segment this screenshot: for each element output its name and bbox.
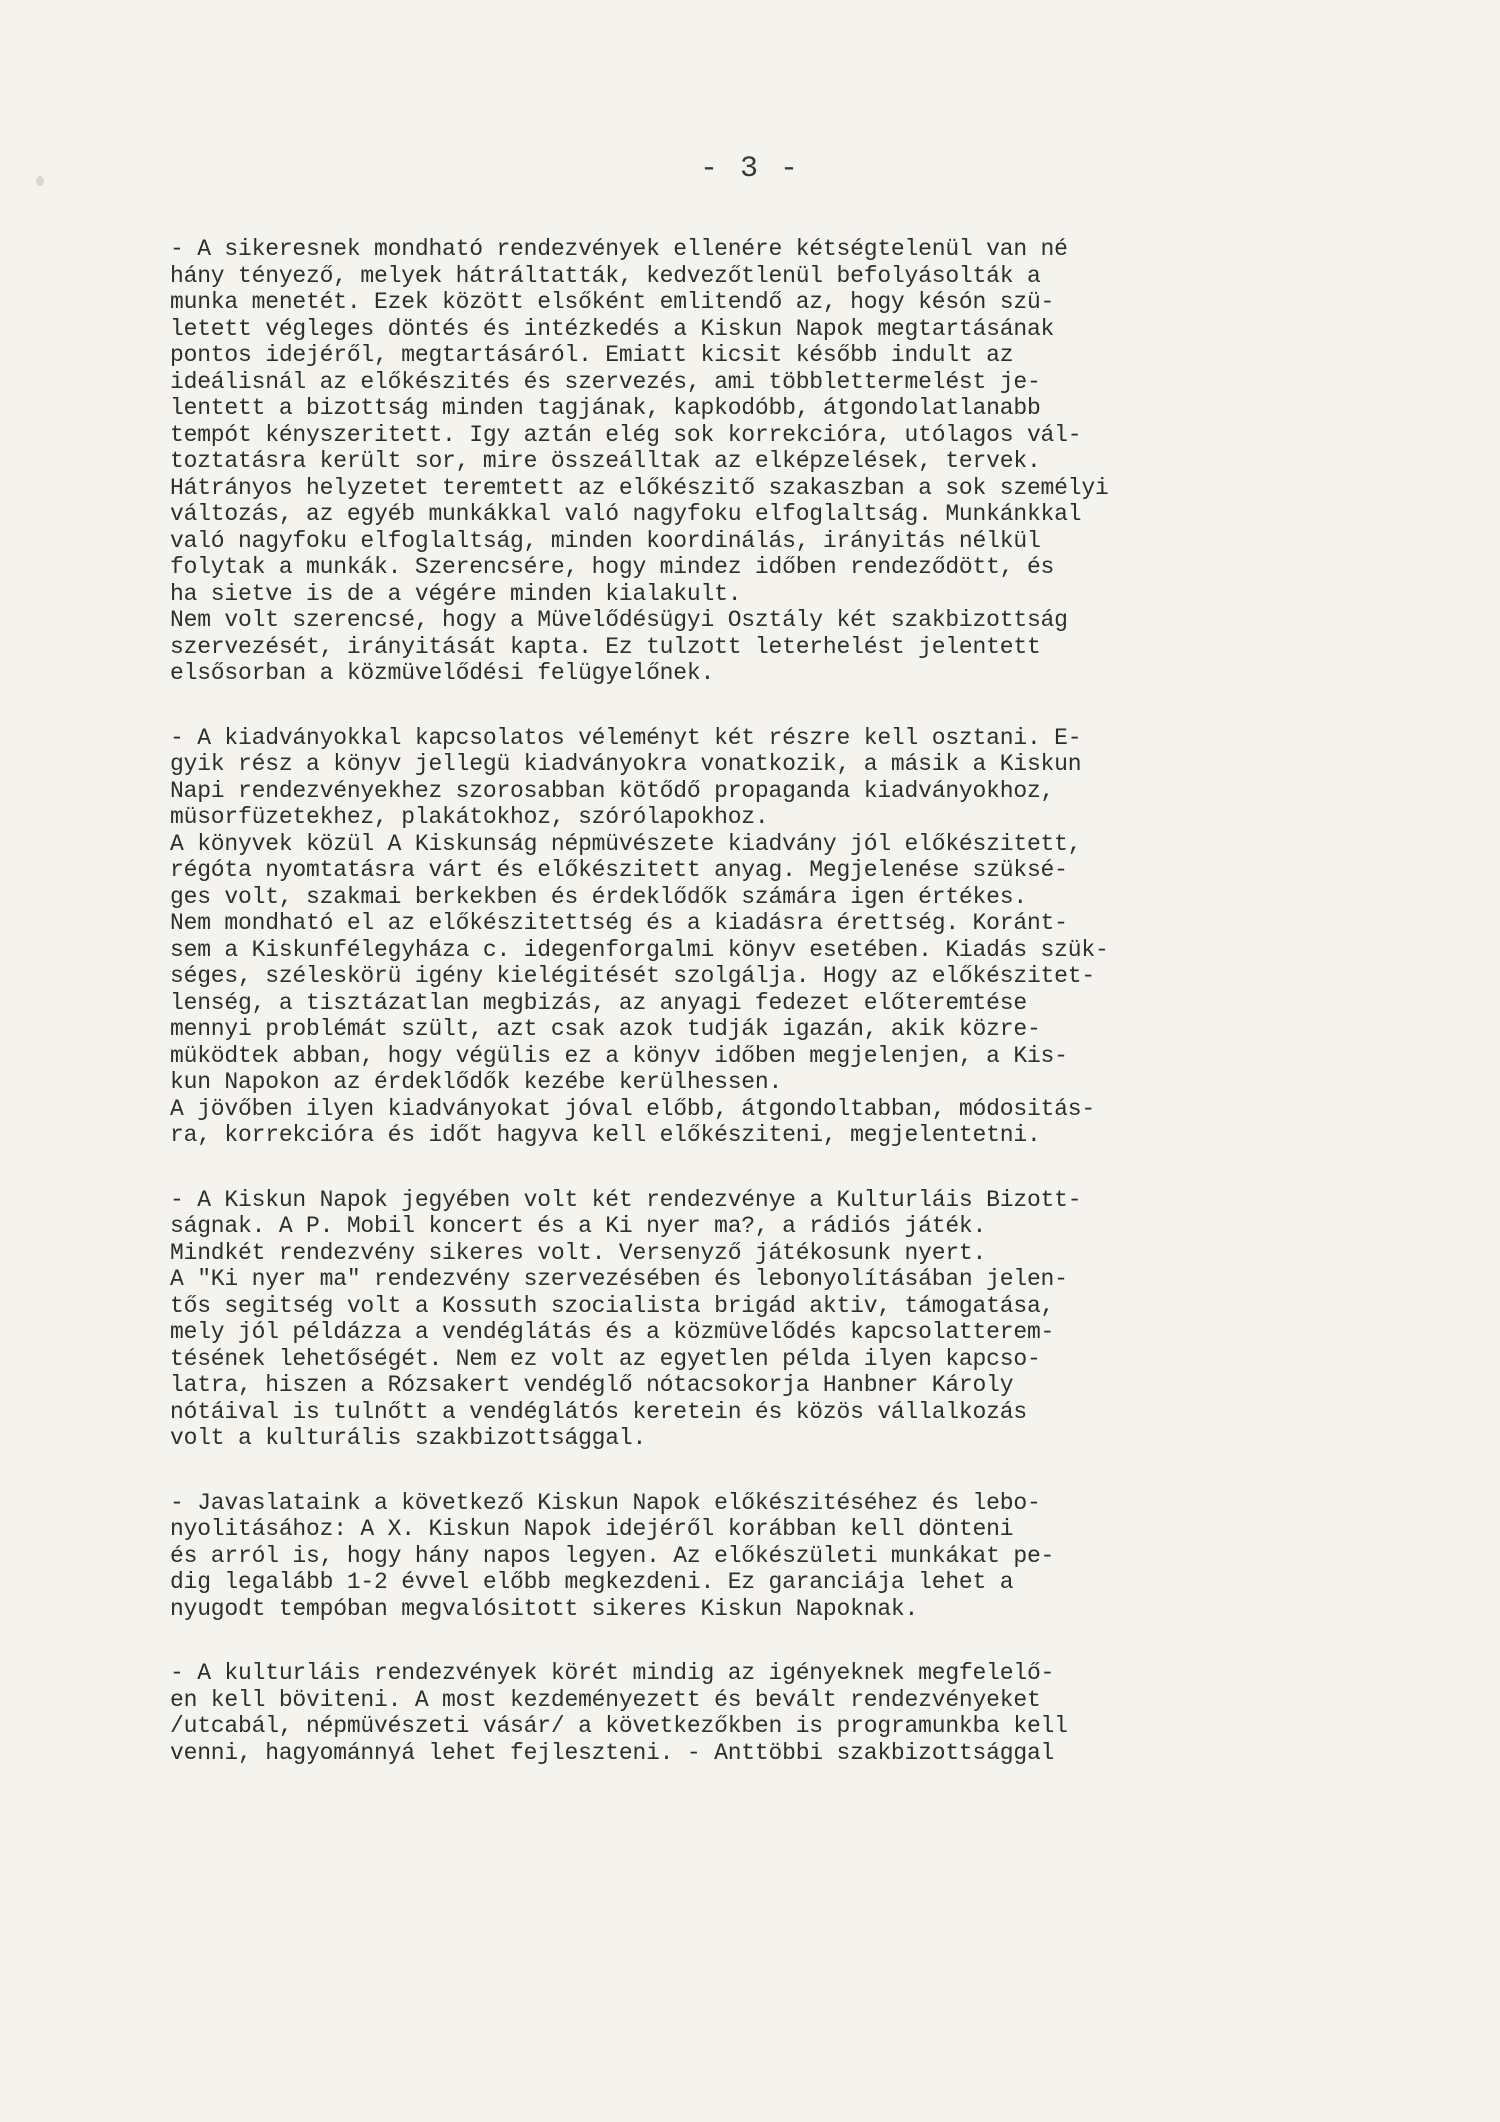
text-line: Napi rendezvényekhez szorosabban kötődő propaganda kiadványokhoz, <box>170 777 1055 804</box>
text-line: Nem volt szerencsé, hogy a Müvelődésügyi Osztály két szakbizottság <box>170 607 1068 633</box>
text-line: Mindkét rendezvény sikeres volt. Versenyző játékosunk nyert. <box>170 1239 987 1266</box>
text-line: müsorfüzetekhez, plakátokhoz, szórólapokhoz. <box>170 804 769 830</box>
text-line: A jövőben ilyen kiadványokat jóval előbb, átgondoltabban, módositás- <box>170 1095 1095 1122</box>
text-line: nótáival is tulnőtt a vendéglátós keretein és közös vállalkozás <box>170 1398 1027 1425</box>
text-line: - Javaslataink a következő Kiskun Napok előkészitéséhez és lebo- <box>170 1489 1041 1516</box>
text-line: - A Kiskun Napok jegyében volt két rendezvénye a Kulturláis Bizott- <box>170 1186 1082 1213</box>
text-line: nyolitásához: A X. Kiskun Napok idejéről korábban kell dönteni <box>170 1516 1014 1542</box>
text-line: - A sikeresnek mondható rendezvények ellenére kétségtelenül van né <box>170 236 1068 262</box>
text-line: A "Ki nyer ma" rendezvény szervezésében és lebonyolításában jelen- <box>170 1266 1068 1292</box>
text-line: ha sietve is de a végére minden kialakult. <box>170 580 742 607</box>
text-line: - A kulturláis rendezvények körét mindig az igényeknek megfelelő- <box>170 1660 1055 1686</box>
text-line: letett végleges döntés és intézkedés a Kiskun Napok megtartásának <box>170 315 1055 342</box>
text-line: Hátrányos helyzetet teremtett az előkészitő szakaszban a sok személyi <box>170 474 1109 501</box>
text-line: való nagyfoku elfoglaltság, minden koordinálás, irányitás nélkül <box>170 527 1041 554</box>
text-line: en kell böviteni. A most kezdeményezett és bevált rendezvényeket <box>170 1686 1041 1713</box>
text-line: ideálisnál az előkészités és szervezés, ami többlettermelést je- <box>170 368 1041 395</box>
document-body <box>170 236 1420 1804</box>
text-line: séges, széleskörü igény kielégitését szolgálja. Hogy az előkészitet- <box>170 963 1095 989</box>
text-line: nyugodt tempóban megvalósitott sikeres Kiskun Napoknak. <box>170 1595 919 1622</box>
text-line: Nem mondható el az előkészitettség és a kiadásra érettség. Koránt- <box>170 910 1068 936</box>
text-line: sem a Kiskunfélegyháza c. idegenforgalmi könyv esetében. Kiadás szük- <box>170 936 1109 963</box>
page-number: - 3 - <box>699 152 800 186</box>
text-line: tempót kényszeritett. Igy aztán elég sok korrekcióra, utólagos vál- <box>170 421 1082 448</box>
paragraph-2 <box>170 725 1420 1149</box>
text-line: folytak a munkák. Szerencsére, hogy mindez időben rendeződött, és <box>170 554 1055 580</box>
text-line: lentett a bizottság minden tagjának, kapkodóbb, átgondolatlanabb <box>170 395 1041 421</box>
text-line: mely jól példázza a vendéglátás és a közmüvelődés kapcsolatterem- <box>170 1319 1055 1345</box>
text-line: régóta nyomtatásra várt és előkészitett anyag. Megjelenése szüksé- <box>170 857 1068 883</box>
text-line: tésének lehetőségét. Nem ez volt az egyetlen példa ilyen kapcso- <box>170 1345 1041 1372</box>
text-line: munka menetét. Ezek között elsőként emlitendő az, hogy késón szü- <box>170 289 1055 315</box>
text-line: pontos idejéről, megtartásáról. Emiatt kicsit később indult az <box>170 342 1014 368</box>
text-line: ságnak. A P. Mobil koncert és a Ki nyer ma?, a rádiós játék. <box>170 1213 987 1239</box>
text-line: tős segitség volt a Kossuth szocialista brigád aktiv, támogatása, <box>170 1292 1055 1319</box>
text-line: A könyvek közül A Kiskunság népmüvészete kiadvány jól előkészitett, <box>170 830 1082 857</box>
paragraph-5 <box>170 1660 1420 1766</box>
text-line: elsősorban a közmüvelődési felügyelőnek. <box>170 660 715 686</box>
paragraph-1 <box>170 236 1420 687</box>
text-line: szervezését, irányitását kapta. Ez tulzott leterhelést jelentett <box>170 633 1041 660</box>
text-line: toztatásra került sor, mire összeálltak az elképzelések, tervek. <box>170 448 1041 474</box>
text-line: dig legalább 1-2 évvel előbb megkezdeni. Ez garanciája lehet a <box>170 1569 1014 1595</box>
text-line: latra, hiszen a Rózsakert vendéglő nótacsokorja Hanbner Károly <box>170 1372 1014 1398</box>
text-line: venni, hagyománnyá lehet fejleszteni. - Anttöbbi szakbizottsággal <box>170 1739 1055 1766</box>
text-line: müködtek abban, hogy végülis ez a könyv időben megjelenjen, a Kis- <box>170 1042 1068 1069</box>
paragraph-4 <box>170 1490 1420 1623</box>
text-line: változás, az egyéb munkákkal való nagyfoku elfoglaltság. Munkánkkal <box>170 501 1082 527</box>
text-line: mennyi problémát szült, azt csak azok tudják igazán, akik közre- <box>170 1016 1041 1042</box>
text-line: lenség, a tisztázatlan megbizás, az anyagi fedezet előteremtése <box>170 989 1027 1016</box>
text-line: /utcabál, népmüvészeti vásár/ a következőkben is programunkba kell <box>170 1713 1068 1739</box>
text-line: - A kiadványokkal kapcsolatos véleményt két részre kell osztani. E- <box>170 724 1082 751</box>
text-line: ges volt, szakmai berkekben és érdeklődők számára igen értékes. <box>170 883 1027 910</box>
text-line: kun Napokon az érdeklődők kezébe kerülhessen. <box>170 1069 783 1095</box>
text-line: hány tényező, melyek hátráltatták, kedvezőtlenül befolyásolták a <box>170 262 1041 289</box>
paragraph-3 <box>170 1187 1420 1452</box>
text-line: és arról is, hogy hány napos legyen. Az előkészületi munkákat pe- <box>170 1542 1055 1569</box>
text-line: volt a kulturális szakbizottsággal. <box>170 1425 647 1451</box>
text-line: ra, korrekcióra és időt hagyva kell előkésziteni, megjelentetni. <box>170 1122 1041 1148</box>
text-line: gyik rész a könyv jellegü kiadványokra vonatkozik, a másik a Kiskun <box>170 751 1082 777</box>
